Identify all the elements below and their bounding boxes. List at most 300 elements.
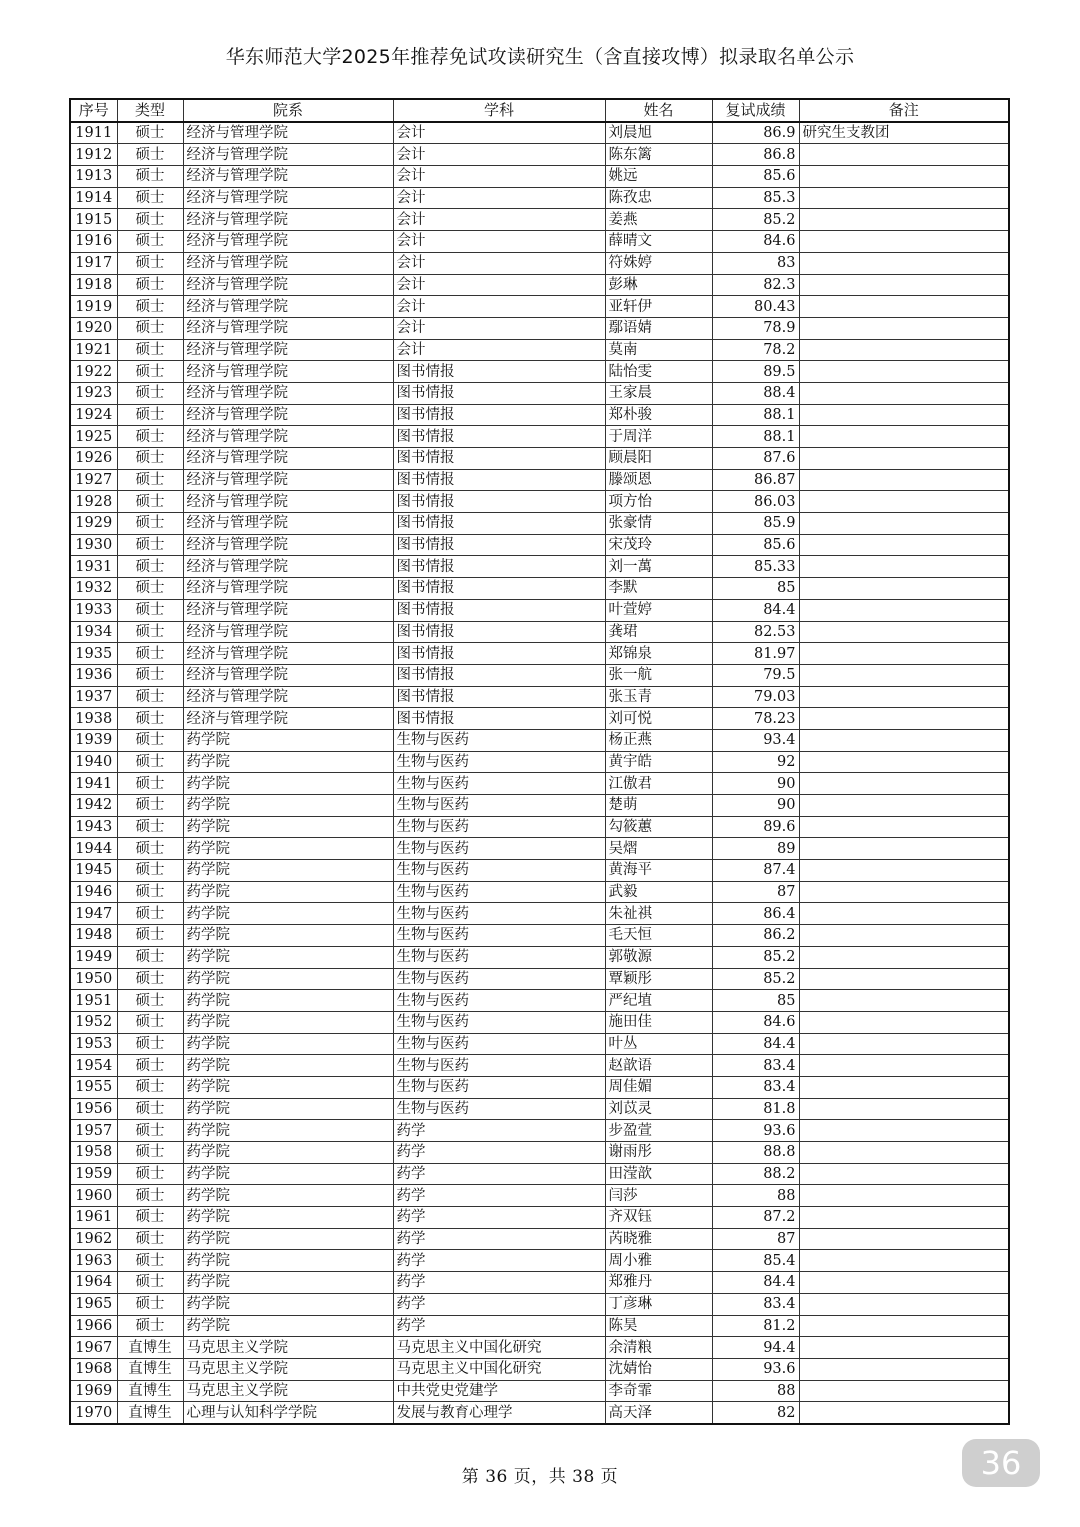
cell-seq: 1962 — [70, 1228, 117, 1250]
cell-type: 硕士 — [117, 773, 183, 795]
table-row — [70, 1011, 1009, 1033]
cell-remark — [799, 1185, 1009, 1207]
cell-score: 86.87 — [712, 469, 799, 491]
cell-name: 李奇霏 — [605, 1380, 712, 1402]
cell-discipline: 生物与医药 — [393, 816, 605, 838]
table-row — [70, 1120, 1009, 1142]
cell-score: 85.6 — [712, 166, 799, 188]
table-body — [70, 122, 1009, 1424]
cell-score: 85.6 — [712, 534, 799, 556]
cell-seq: 1937 — [70, 686, 117, 708]
header-remark: 备注 — [799, 99, 1009, 122]
cell-discipline: 图书情报 — [393, 599, 605, 621]
cell-name: 施田佳 — [605, 1011, 712, 1033]
cell-department: 经济与管理学院 — [183, 621, 393, 643]
cell-name: 鄢语婧 — [605, 317, 712, 339]
cell-type: 硕士 — [117, 296, 183, 318]
cell-seq: 1912 — [70, 144, 117, 166]
header-score: 复试成绩 — [712, 99, 799, 122]
cell-score: 85.3 — [712, 187, 799, 209]
cell-seq: 1967 — [70, 1337, 117, 1359]
cell-name: 武毅 — [605, 881, 712, 903]
cell-score: 93.6 — [712, 1120, 799, 1142]
cell-name: 顾晨阳 — [605, 448, 712, 470]
cell-department: 马克思主义学院 — [183, 1380, 393, 1402]
cell-seq: 1955 — [70, 1076, 117, 1098]
cell-type: 硕士 — [117, 860, 183, 882]
cell-score: 87 — [712, 881, 799, 903]
cell-score: 85.9 — [712, 513, 799, 535]
cell-name: 项方怡 — [605, 491, 712, 513]
cell-seq: 1923 — [70, 382, 117, 404]
cell-discipline: 图书情报 — [393, 643, 605, 665]
cell-discipline: 生物与医药 — [393, 1098, 605, 1120]
cell-department: 药学院 — [183, 881, 393, 903]
cell-type: 硕士 — [117, 990, 183, 1012]
cell-department: 药学院 — [183, 1185, 393, 1207]
table-row — [70, 187, 1009, 209]
cell-remark — [799, 1228, 1009, 1250]
cell-name: 姚远 — [605, 166, 712, 188]
cell-discipline: 发展与教育心理学 — [393, 1402, 605, 1424]
cell-seq: 1954 — [70, 1055, 117, 1077]
cell-score: 81.8 — [712, 1098, 799, 1120]
table-row — [70, 209, 1009, 231]
cell-type: 硕士 — [117, 903, 183, 925]
cell-remark — [799, 252, 1009, 274]
cell-remark — [799, 860, 1009, 882]
cell-name: 刘苡灵 — [605, 1098, 712, 1120]
cell-seq: 1939 — [70, 729, 117, 751]
cell-score: 80.43 — [712, 296, 799, 318]
table-row — [70, 382, 1009, 404]
cell-type: 直博生 — [117, 1358, 183, 1380]
cell-name: 田滢歆 — [605, 1163, 712, 1185]
cell-remark — [799, 491, 1009, 513]
cell-score: 84.4 — [712, 1272, 799, 1294]
cell-score: 85 — [712, 578, 799, 600]
cell-type: 硕士 — [117, 578, 183, 600]
cell-department: 经济与管理学院 — [183, 361, 393, 383]
cell-seq: 1932 — [70, 578, 117, 600]
cell-seq: 1933 — [70, 599, 117, 621]
cell-type: 硕士 — [117, 1293, 183, 1315]
cell-discipline: 药学 — [393, 1315, 605, 1337]
cell-score: 88.4 — [712, 382, 799, 404]
cell-seq: 1935 — [70, 643, 117, 665]
cell-discipline: 生物与医药 — [393, 1055, 605, 1077]
cell-department: 经济与管理学院 — [183, 469, 393, 491]
cell-department: 经济与管理学院 — [183, 404, 393, 426]
cell-score: 84.6 — [712, 1011, 799, 1033]
cell-remark — [799, 729, 1009, 751]
cell-department: 药学院 — [183, 1142, 393, 1164]
cell-department: 药学院 — [183, 816, 393, 838]
cell-name: 宋茂玲 — [605, 534, 712, 556]
cell-type: 硕士 — [117, 274, 183, 296]
cell-name: 刘可悦 — [605, 708, 712, 730]
cell-type: 硕士 — [117, 122, 183, 144]
table-row — [70, 1098, 1009, 1120]
cell-name: 丁彦琳 — [605, 1293, 712, 1315]
cell-discipline: 图书情报 — [393, 361, 605, 383]
cell-score: 86.9 — [712, 122, 799, 144]
cell-name: 毛天恒 — [605, 925, 712, 947]
cell-type: 硕士 — [117, 231, 183, 253]
table-row — [70, 860, 1009, 882]
table-row — [70, 664, 1009, 686]
table-row — [70, 166, 1009, 188]
cell-department: 经济与管理学院 — [183, 339, 393, 361]
cell-name: 郭敬源 — [605, 946, 712, 968]
cell-type: 硕士 — [117, 404, 183, 426]
table-row — [70, 1402, 1009, 1424]
cell-discipline: 药学 — [393, 1250, 605, 1272]
cell-score: 90 — [712, 795, 799, 817]
cell-score: 85 — [712, 990, 799, 1012]
cell-remark — [799, 1207, 1009, 1229]
cell-type: 硕士 — [117, 881, 183, 903]
page-footer: 第 36 页，共 38 页 — [461, 1467, 619, 1487]
cell-name: 高天泽 — [605, 1402, 712, 1424]
cell-type: 硕士 — [117, 686, 183, 708]
cell-discipline: 会计 — [393, 274, 605, 296]
document-title: 华东师范大学2025年推荐免试攻读研究生（含直接攻博）拟录取名单公示 — [225, 46, 855, 68]
table-row — [70, 729, 1009, 751]
table-row — [70, 556, 1009, 578]
cell-seq: 1921 — [70, 339, 117, 361]
table-row — [70, 1055, 1009, 1077]
table-row — [70, 1250, 1009, 1272]
cell-score: 83.4 — [712, 1055, 799, 1077]
table-row — [70, 274, 1009, 296]
cell-seq: 1948 — [70, 925, 117, 947]
cell-seq: 1934 — [70, 621, 117, 643]
table-row — [70, 838, 1009, 860]
cell-department: 药学院 — [183, 773, 393, 795]
cell-seq: 1966 — [70, 1315, 117, 1337]
cell-discipline: 会计 — [393, 122, 605, 144]
cell-name: 黄宇皓 — [605, 751, 712, 773]
table-row — [70, 361, 1009, 383]
cell-seq: 1919 — [70, 296, 117, 318]
cell-discipline: 会计 — [393, 231, 605, 253]
cell-name: 叶萱婷 — [605, 599, 712, 621]
cell-score: 94.4 — [712, 1337, 799, 1359]
cell-name: 余清粮 — [605, 1337, 712, 1359]
cell-discipline: 图书情报 — [393, 621, 605, 643]
cell-seq: 1928 — [70, 491, 117, 513]
cell-department: 经济与管理学院 — [183, 556, 393, 578]
cell-type: 硕士 — [117, 491, 183, 513]
cell-score: 84.4 — [712, 1033, 799, 1055]
cell-type: 硕士 — [117, 317, 183, 339]
table-row — [70, 491, 1009, 513]
cell-type: 硕士 — [117, 448, 183, 470]
cell-type: 硕士 — [117, 751, 183, 773]
cell-score: 86.03 — [712, 491, 799, 513]
cell-seq: 1924 — [70, 404, 117, 426]
header-discipline: 学科 — [393, 99, 605, 122]
cell-seq: 1968 — [70, 1358, 117, 1380]
cell-discipline: 图书情报 — [393, 556, 605, 578]
cell-seq: 1951 — [70, 990, 117, 1012]
cell-department: 经济与管理学院 — [183, 122, 393, 144]
cell-type: 硕士 — [117, 469, 183, 491]
cell-discipline: 生物与医药 — [393, 925, 605, 947]
table-row — [70, 1163, 1009, 1185]
cell-score: 85.2 — [712, 946, 799, 968]
table-row — [70, 1076, 1009, 1098]
cell-department: 药学院 — [183, 751, 393, 773]
table-row — [70, 1142, 1009, 1164]
cell-remark — [799, 404, 1009, 426]
cell-name: 张玉青 — [605, 686, 712, 708]
cell-type: 硕士 — [117, 1185, 183, 1207]
cell-seq: 1944 — [70, 838, 117, 860]
table-row — [70, 795, 1009, 817]
cell-discipline: 中共党史党建学 — [393, 1380, 605, 1402]
cell-seq: 1959 — [70, 1163, 117, 1185]
cell-remark — [799, 166, 1009, 188]
cell-remark — [799, 578, 1009, 600]
cell-seq: 1946 — [70, 881, 117, 903]
cell-seq: 1915 — [70, 209, 117, 231]
cell-score: 86.2 — [712, 925, 799, 947]
cell-type: 硕士 — [117, 816, 183, 838]
cell-department: 药学院 — [183, 925, 393, 947]
cell-discipline: 药学 — [393, 1185, 605, 1207]
cell-name: 勾筱蕙 — [605, 816, 712, 838]
cell-department: 药学院 — [183, 1055, 393, 1077]
table-row — [70, 1315, 1009, 1337]
cell-department: 药学院 — [183, 729, 393, 751]
cell-remark — [799, 187, 1009, 209]
cell-remark — [799, 773, 1009, 795]
cell-remark — [799, 144, 1009, 166]
cell-department: 药学院 — [183, 1228, 393, 1250]
cell-score: 86.8 — [712, 144, 799, 166]
admission-table — [69, 98, 1010, 1425]
cell-department: 经济与管理学院 — [183, 491, 393, 513]
cell-name: 周小雅 — [605, 1250, 712, 1272]
cell-seq: 1943 — [70, 816, 117, 838]
cell-department: 药学院 — [183, 1076, 393, 1098]
cell-type: 硕士 — [117, 426, 183, 448]
cell-score: 93.6 — [712, 1358, 799, 1380]
cell-type: 硕士 — [117, 1098, 183, 1120]
cell-discipline: 药学 — [393, 1120, 605, 1142]
cell-type: 硕士 — [117, 1142, 183, 1164]
cell-score: 85.2 — [712, 209, 799, 231]
cell-remark — [799, 686, 1009, 708]
cell-score: 78.9 — [712, 317, 799, 339]
table-row — [70, 903, 1009, 925]
cell-remark — [799, 1142, 1009, 1164]
cell-remark — [799, 708, 1009, 730]
cell-discipline: 药学 — [393, 1142, 605, 1164]
cell-score: 85.2 — [712, 968, 799, 990]
cell-seq: 1960 — [70, 1185, 117, 1207]
cell-department: 药学院 — [183, 1315, 393, 1337]
cell-remark — [799, 1293, 1009, 1315]
cell-remark — [799, 556, 1009, 578]
cell-name: 郑锦泉 — [605, 643, 712, 665]
cell-department: 药学院 — [183, 1120, 393, 1142]
cell-score: 85.33 — [712, 556, 799, 578]
cell-score: 88 — [712, 1185, 799, 1207]
cell-name: 薛晴文 — [605, 231, 712, 253]
cell-department: 经济与管理学院 — [183, 426, 393, 448]
cell-score: 87 — [712, 1228, 799, 1250]
cell-type: 硕士 — [117, 838, 183, 860]
cell-department: 经济与管理学院 — [183, 708, 393, 730]
cell-type: 硕士 — [117, 209, 183, 231]
cell-department: 药学院 — [183, 1011, 393, 1033]
cell-remark — [799, 1163, 1009, 1185]
cell-score: 83.4 — [712, 1293, 799, 1315]
cell-score: 88 — [712, 1380, 799, 1402]
table-row — [70, 1380, 1009, 1402]
cell-seq: 1916 — [70, 231, 117, 253]
cell-name: 符姝婷 — [605, 252, 712, 274]
cell-discipline: 生物与医药 — [393, 751, 605, 773]
cell-department: 经济与管理学院 — [183, 513, 393, 535]
cell-remark — [799, 1337, 1009, 1359]
cell-type: 硕士 — [117, 144, 183, 166]
cell-remark — [799, 881, 1009, 903]
cell-discipline: 图书情报 — [393, 382, 605, 404]
cell-type: 硕士 — [117, 1228, 183, 1250]
cell-score: 90 — [712, 773, 799, 795]
cell-discipline: 会计 — [393, 317, 605, 339]
cell-name: 杨正燕 — [605, 729, 712, 751]
cell-remark — [799, 1120, 1009, 1142]
header-department: 院系 — [183, 99, 393, 122]
cell-seq: 1963 — [70, 1250, 117, 1272]
cell-type: 硕士 — [117, 534, 183, 556]
cell-score: 88.1 — [712, 404, 799, 426]
table-row — [70, 252, 1009, 274]
table-row — [70, 881, 1009, 903]
cell-remark — [799, 1076, 1009, 1098]
cell-discipline: 生物与医药 — [393, 1033, 605, 1055]
cell-discipline: 会计 — [393, 252, 605, 274]
table-header-row — [70, 99, 1009, 122]
table-row — [70, 122, 1009, 144]
cell-remark — [799, 795, 1009, 817]
cell-remark — [799, 448, 1009, 470]
cell-name: 楚萌 — [605, 795, 712, 817]
header-type: 类型 — [117, 99, 183, 122]
cell-remark — [799, 946, 1009, 968]
cell-discipline: 会计 — [393, 166, 605, 188]
cell-type: 硕士 — [117, 1207, 183, 1229]
cell-remark — [799, 1402, 1009, 1424]
cell-seq: 1965 — [70, 1293, 117, 1315]
cell-name: 覃颖彤 — [605, 968, 712, 990]
cell-discipline: 药学 — [393, 1207, 605, 1229]
table-row — [70, 968, 1009, 990]
cell-remark — [799, 1315, 1009, 1337]
cell-remark — [799, 751, 1009, 773]
table-row — [70, 599, 1009, 621]
cell-name: 陆怡雯 — [605, 361, 712, 383]
cell-department: 药学院 — [183, 1207, 393, 1229]
cell-remark — [799, 339, 1009, 361]
table-row — [70, 1207, 1009, 1229]
table-row — [70, 1185, 1009, 1207]
cell-type: 硕士 — [117, 252, 183, 274]
cell-name: 姜燕 — [605, 209, 712, 231]
cell-type: 硕士 — [117, 925, 183, 947]
cell-remark — [799, 469, 1009, 491]
cell-name: 彭琳 — [605, 274, 712, 296]
cell-department: 药学院 — [183, 1272, 393, 1294]
cell-remark — [799, 968, 1009, 990]
cell-seq: 1949 — [70, 946, 117, 968]
cell-remark — [799, 1098, 1009, 1120]
cell-remark — [799, 990, 1009, 1012]
table-row — [70, 708, 1009, 730]
cell-score: 83 — [712, 252, 799, 274]
cell-seq: 1920 — [70, 317, 117, 339]
cell-name: 叶丛 — [605, 1033, 712, 1055]
cell-department: 药学院 — [183, 903, 393, 925]
table-row — [70, 317, 1009, 339]
cell-name: 齐双钰 — [605, 1207, 712, 1229]
cell-remark — [799, 664, 1009, 686]
cell-type: 硕士 — [117, 664, 183, 686]
cell-seq: 1926 — [70, 448, 117, 470]
table-row — [70, 1358, 1009, 1380]
cell-remark — [799, 1033, 1009, 1055]
cell-remark — [799, 209, 1009, 231]
cell-score: 83.4 — [712, 1076, 799, 1098]
table-row — [70, 469, 1009, 491]
cell-discipline: 生物与医药 — [393, 795, 605, 817]
cell-name: 刘晨旭 — [605, 122, 712, 144]
cell-type: 硕士 — [117, 1163, 183, 1185]
cell-name: 谢雨彤 — [605, 1142, 712, 1164]
cell-score: 86.4 — [712, 903, 799, 925]
cell-seq: 1964 — [70, 1272, 117, 1294]
cell-score: 85.4 — [712, 1250, 799, 1272]
cell-discipline: 生物与医药 — [393, 1076, 605, 1098]
cell-seq: 1956 — [70, 1098, 117, 1120]
table-row — [70, 231, 1009, 253]
table-row — [70, 990, 1009, 1012]
cell-remark — [799, 361, 1009, 383]
cell-discipline: 图书情报 — [393, 448, 605, 470]
cell-type: 硕士 — [117, 1076, 183, 1098]
cell-discipline: 生物与医药 — [393, 729, 605, 751]
cell-seq: 1922 — [70, 361, 117, 383]
cell-name: 朱祉祺 — [605, 903, 712, 925]
cell-discipline: 图书情报 — [393, 686, 605, 708]
cell-type: 硕士 — [117, 1250, 183, 1272]
cell-discipline: 图书情报 — [393, 534, 605, 556]
cell-name: 赵歆语 — [605, 1055, 712, 1077]
cell-seq: 1929 — [70, 513, 117, 535]
cell-seq: 1952 — [70, 1011, 117, 1033]
header-seq: 序号 — [70, 99, 117, 122]
cell-department: 经济与管理学院 — [183, 599, 393, 621]
cell-remark — [799, 1055, 1009, 1077]
header-name: 姓名 — [605, 99, 712, 122]
cell-name: 于周洋 — [605, 426, 712, 448]
cell-type: 硕士 — [117, 1315, 183, 1337]
